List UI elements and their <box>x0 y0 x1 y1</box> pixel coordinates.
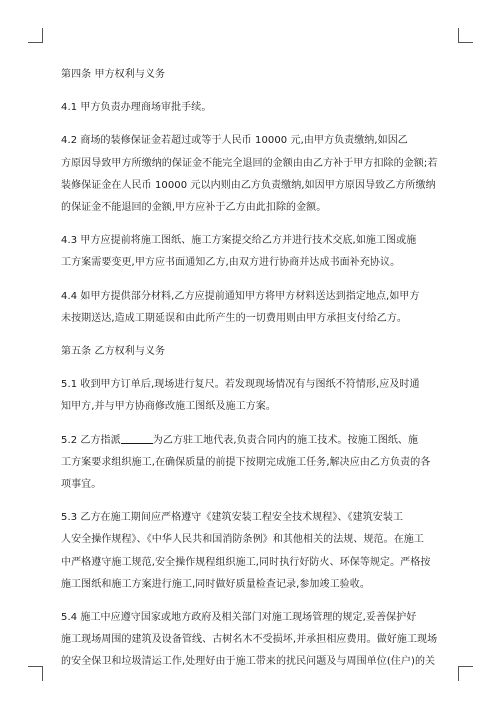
clause-5-2-line <box>61 430 439 452</box>
clause-5-4-line: 的安全保卫和垃圾清运工作,处理好由于施工带来的扰民问题及与周围单位(住户)的关 <box>61 656 436 668</box>
clause-5-2-line: 项事宜。 <box>61 479 102 491</box>
clause-4-2-line: 方原因导致甲方所缴纳的保证金不能完全退回的金额由由乙方补于甲方扣除的金额;若 <box>61 157 438 169</box>
clause-4-3-line: 4.3 甲方应提前将施工图纸、施工方案提交给乙方并进行技术交底,如施工图或施 <box>61 235 417 247</box>
clause-4-1: 4.1 甲方负责办理商场审批手续。 <box>61 102 212 114</box>
clause-4-2-line: 4.2 商场的装修保证金若超过或等于人民币 10000 元,由甲方负责缴纳,如因乙 <box>61 135 408 147</box>
clause-5-3-line: 5.3 乙方在施工期间应严格遵守《建筑安装工程安全技术规程》、《建筑安装工 <box>61 512 404 524</box>
clause-5-3-line: 中严格遵守施工规范,安全操作规程组织施工,同时执行好防火、环保等规定。严格按 <box>61 556 431 568</box>
clause-5-1-line: 知甲方,并与甲方协商修改施工图纸及施工方案。 <box>61 401 276 413</box>
document-body <box>61 64 439 674</box>
clause-5-4-line: 施工现场周围的建筑及设备管线、古树名木不受损坏,并承担相应费用。做好施工现场 <box>61 634 438 646</box>
clause-5-2-line: 工方案要求组织施工,在确保质量的前提下按期完成施工任务,解决应由乙方负责的各 <box>61 456 431 468</box>
clause-5-2-rest: 为乙方驻工地代表,负责合同内的施工技术。按施工图纸、施 <box>152 434 419 446</box>
article5-heading: 第五条 乙方权利与义务 <box>61 346 166 358</box>
clause-5-1-line: 5.1 收到甲方订单后,现场进行复尺。若发现现场情况有与图纸不符情形,应及时通 <box>61 379 420 391</box>
representative-name-blank <box>121 432 153 444</box>
clause-5-3-line: 施工图纸和施工方案进行施工,同时做好质量检查记录,参加竣工验收。 <box>61 578 370 590</box>
clause-4-2-line: 的保证金不能退回的金额,甲方应补于乙方由此扣除的金额。 <box>61 202 327 214</box>
clause-4-4-line: 4.4 如甲方提供部分材料,乙方应提前通知甲方将甲方材料送达到指定地点,如甲方 <box>61 290 420 302</box>
crop-mark-top-right <box>458 28 473 43</box>
clause-4-4-line: 未按期送达,造成工期延误和由此所产生的一切费用则由甲方承担支付给乙方。 <box>61 312 407 324</box>
clause-4-2-line: 装修保证金在人民币 10000 元以内则由乙方负责缴纳,如因甲方原因导致乙方所缴纳 <box>61 179 436 191</box>
clause-5-4-line: 5.4 施工中应遵守国家或地方政府及相关部门对施工现场管理的规定,妥善保护好 <box>61 612 417 624</box>
article4-heading: 第四条 甲方权利与义务 <box>61 69 166 80</box>
crop-mark-top-left <box>28 28 43 43</box>
crop-mark-bottom-right <box>458 666 473 681</box>
crop-mark-bottom-left <box>28 666 43 681</box>
clause-5-3-line: 人安全操作规程》、《中华人民共和国消防条例》和其他相关的法规、规范。在施工 <box>61 534 424 546</box>
clause-5-2-start: 5.2 乙方指派 <box>61 434 121 446</box>
clause-4-3-line: 工方案需要变更,甲方应书面通知乙方,由双方进行协商并达成书面补充协议。 <box>61 257 401 269</box>
